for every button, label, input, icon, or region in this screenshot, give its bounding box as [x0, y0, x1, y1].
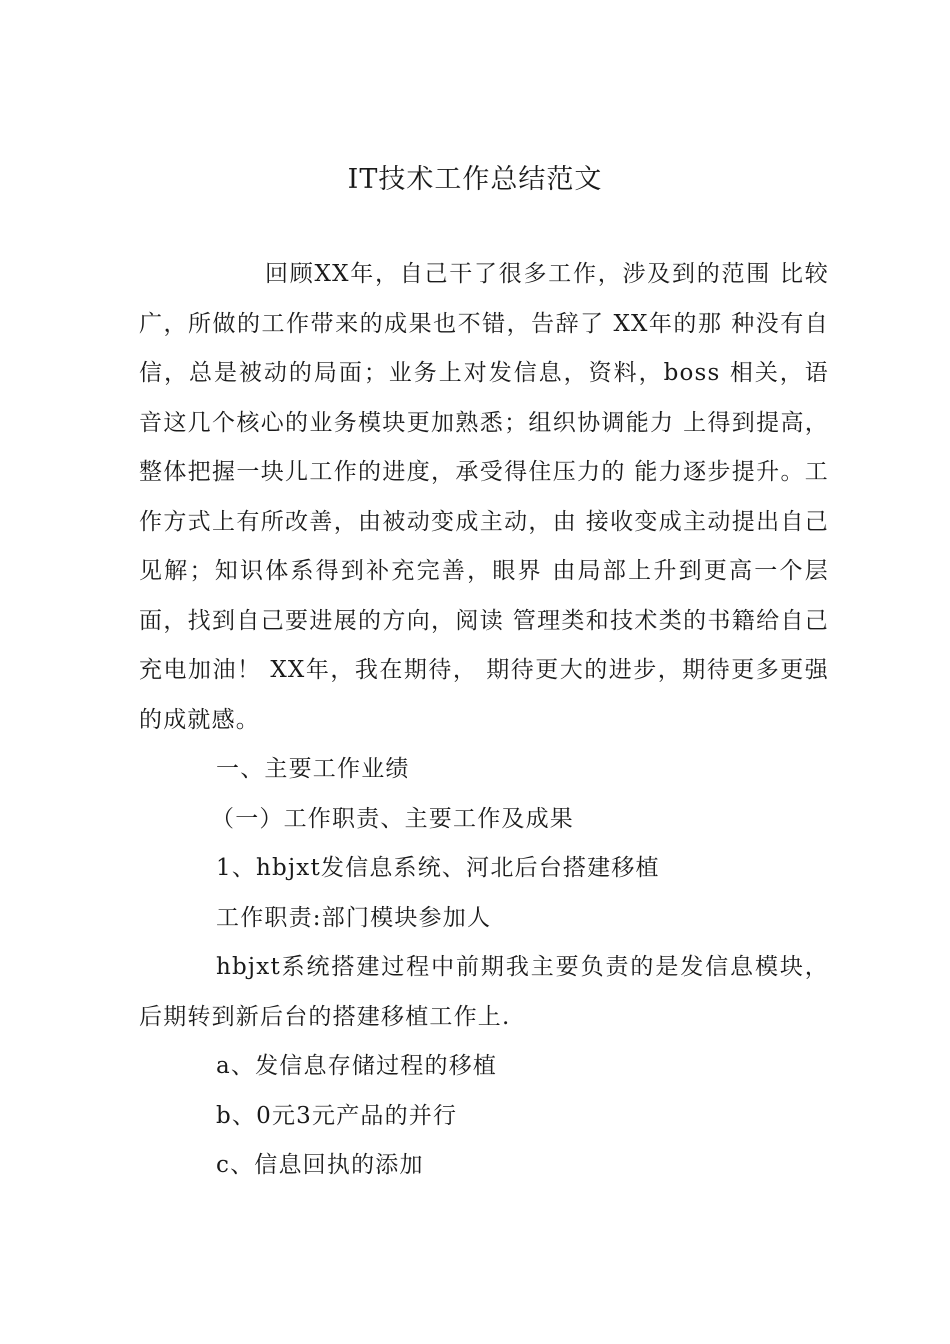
item-title: 1、hbjxt发信息系统、河北后台搭建移植: [216, 855, 660, 881]
subsection-heading: （一）工作职责、主要工作及成果: [211, 805, 574, 832]
item-description: hbjxt系统搭建过程中前期我主要负责的是发信息模块，后期转到新后台的搭建移植工作上.: [139, 954, 829, 1030]
intro-paragraph: 回顾XX年，自己干了很多工作，涉及到的范围 比较广，所做的工作带来的成果也不错，告辞了 XX年的那 种没有自信，总是被动的局面；业务上对发信息，资料，boss 相关，语音这几个核心的业务模块更加熟悉；组织协调能力 上得到提高，整体把握一块儿工作的进度，承受得住压力的 能力逐步提升。工作方式上有所改善，由被动变成主动，由 接收变成主动提出自己见解；知识体系得到补充完善，眼界 由局部上升到更高一个层面，找到自己要进展的方向，阅读 管理类和技术类的书籍给自己充电加油！ XX年，我在期待， 期待更大的进步，期待更多更强的成就感。: [139, 261, 829, 733]
task-item: b、0元3元产品的并行: [216, 1102, 458, 1129]
document-body: [139, 250, 829, 1191]
section-heading: 一、主要工作业绩: [216, 756, 410, 782]
document-title: IT技术工作总结范文: [347, 164, 603, 195]
task-item: a、发信息存储过程的移植: [216, 1053, 498, 1079]
item-role: 工作职责:部门模块参加人: [216, 904, 492, 931]
task-item: c、信息回执的添加: [216, 1152, 424, 1178]
